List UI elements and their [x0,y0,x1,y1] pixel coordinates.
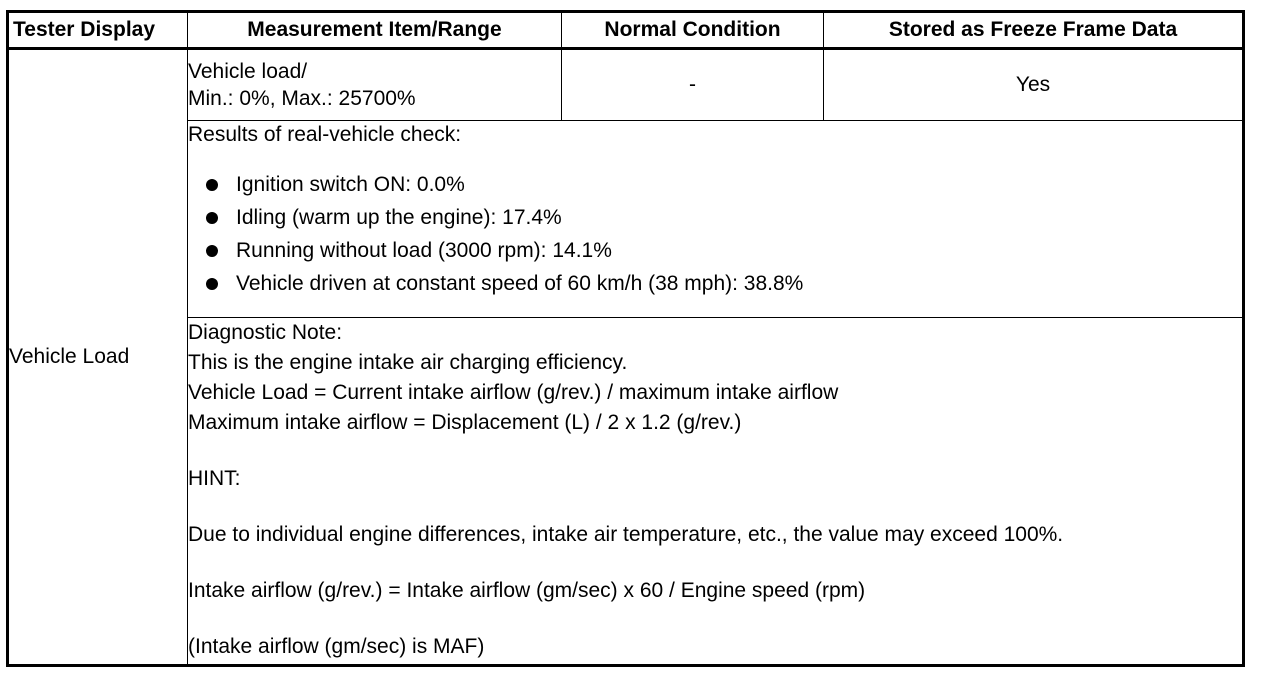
tester-display-cell: Vehicle Load [8,49,188,666]
header-normal-condition: Normal Condition [562,12,824,49]
header-freeze-frame: Stored as Freeze Frame Data [824,12,1244,49]
measurement-range-line: Min.: 0%, Max.: 25700% [188,87,416,110]
freeze-frame-cell: Yes [824,49,1244,121]
hint-line: Intake airflow (g/rev.) = Intake airflow (gm/sec) x 60 / Engine speed (rpm) [188,579,866,602]
header-row [8,12,1244,49]
hint-line: Due to individual engine differences, intake air temperature, etc., the value may exceed 100%. [188,523,1064,546]
diagnostic-note-title: Diagnostic Note: [188,321,343,344]
bullet-icon [206,179,218,191]
list-item [188,168,1242,201]
diagnostic-line: This is the engine intake air charging efficiency. [188,351,628,374]
results-cell [188,121,1244,318]
diagnostic-line: Maximum intake airflow = Displacement (L) / 2 x 1.2 (g/rev.) [188,411,742,434]
list-item [188,267,1242,300]
diagnostic-line: Vehicle Load = Current intake airflow (g/rev.) / maximum intake airflow [188,381,839,404]
header-tester-display: Tester Display [8,12,188,49]
hint-label: HINT: [188,467,241,490]
normal-condition-cell: - [562,49,824,121]
diagnostic-note-cell [188,318,1244,666]
table-row [8,121,1244,318]
bullet-icon [206,278,218,290]
table-row [8,318,1244,666]
result-text: Running without load (3000 rpm): 14.1% [236,239,612,262]
results-list [188,168,1242,300]
measurement-item-line: Vehicle load/ [188,60,308,83]
results-label: Results of real-vehicle check: [188,123,462,146]
table-row [8,49,1244,121]
hint-line: (Intake airflow (gm/sec) is MAF) [188,635,485,658]
result-text: Ignition switch ON: 0.0% [236,173,465,196]
list-item [188,201,1242,234]
bullet-icon [206,212,218,224]
result-text: Vehicle driven at constant speed of 60 km/h (38 mph): 38.8% [236,272,804,295]
header-measurement-item: Measurement Item/Range [188,12,562,49]
bullet-icon [206,245,218,257]
measurement-cell [188,49,562,121]
vehicle-load-spec-table [6,10,1245,667]
list-item [188,234,1242,267]
result-text: Idling (warm up the engine): 17.4% [236,206,562,229]
